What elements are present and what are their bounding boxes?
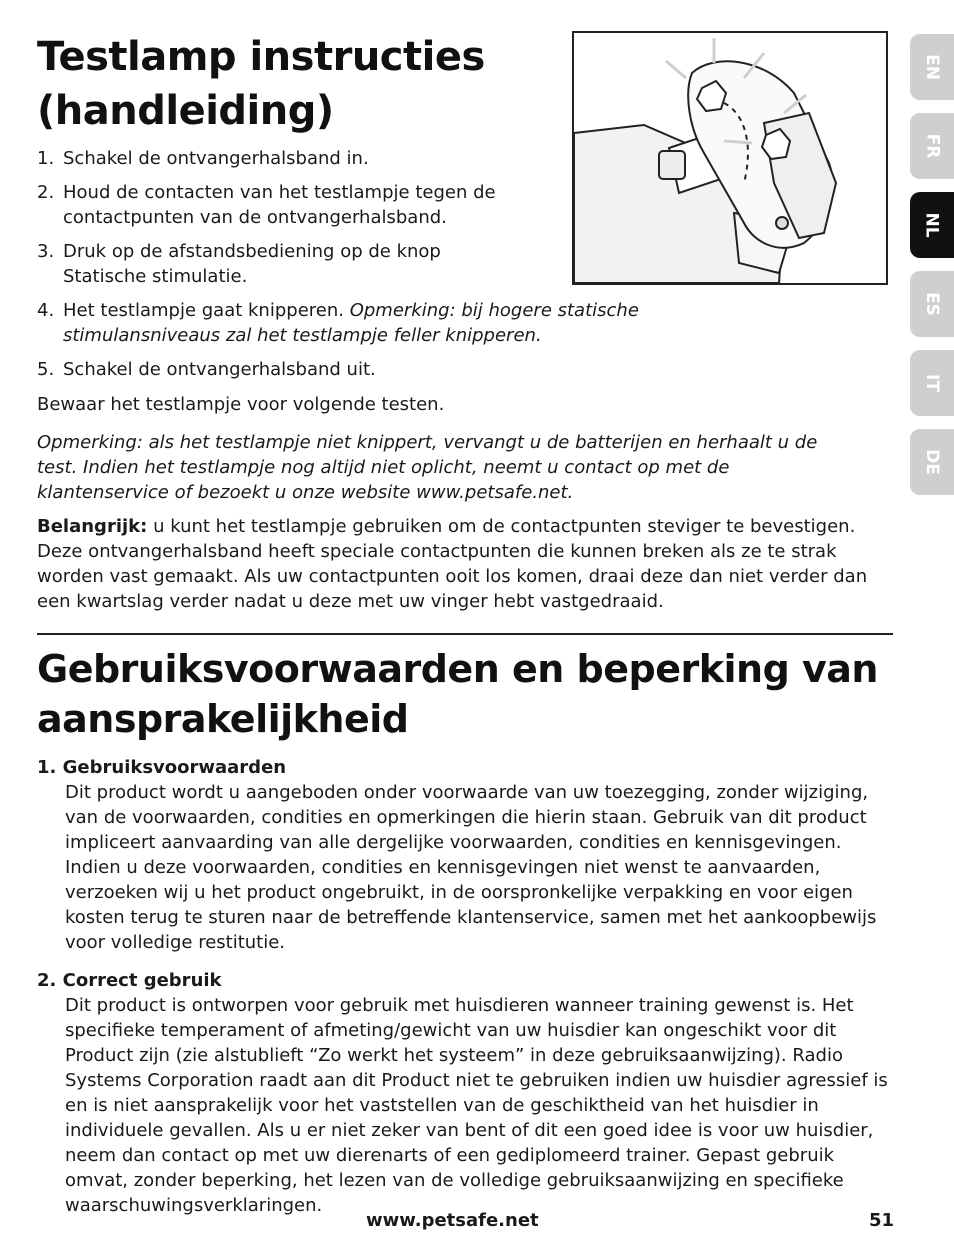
test-lamp-illustration bbox=[572, 31, 888, 285]
tab-en[interactable] bbox=[910, 34, 954, 100]
step-number: 5. bbox=[37, 359, 55, 380]
step-text: Houd de contacten van het testlampje tegen de contactpunten van de ontvangerhalsband. bbox=[63, 182, 496, 228]
step-note: Opmerking: bij hogere statische stimulansniveaus zal het testlampje feller knipperen. bbox=[63, 300, 639, 346]
list-item bbox=[37, 239, 483, 289]
step-text: Schakel de ontvangerhalsband in. bbox=[63, 148, 369, 169]
language-tabs bbox=[910, 34, 954, 508]
important-paragraph bbox=[37, 514, 893, 614]
step-text: Het testlampje gaat knipperen. bbox=[63, 300, 350, 321]
tab-label: NL bbox=[922, 212, 942, 238]
tab-label: ES bbox=[921, 292, 942, 316]
tab-fr[interactable] bbox=[910, 113, 954, 179]
page-number: 51 bbox=[869, 1210, 895, 1231]
section-body: Dit product wordt u aangeboden onder voorwaarde van uw toezegging, zonder wijziging, van de voorwaarden, condities en opmerkingen die hierin staan. Gebruik van dit product impliceert aanvaarding van alle dergelijke voorwaarden, condities en kennisgevingen. Indien u deze voorwaarden, condities en kennisgevingen niet wenst te aanvaarden, verzoeken wij u het product ongebruikt, in de oorspronkelijke verpakking en voor eigen kosten terug te sturen naar de betreffende klantenservice, samen met het aankoopbewijs voor volledige restitutie. bbox=[65, 782, 877, 953]
list-item bbox=[37, 298, 713, 348]
tab-de[interactable] bbox=[910, 429, 954, 495]
section-heading: 2. Correct gebruik bbox=[37, 970, 222, 991]
tab-label: FR bbox=[921, 133, 942, 159]
tab-label: IT bbox=[921, 374, 942, 392]
step-text: Schakel de ontvangerhalsband uit. bbox=[63, 359, 376, 380]
tab-it[interactable] bbox=[910, 350, 954, 416]
step-number: 1. bbox=[37, 148, 55, 169]
keep-lamp-text: Bewaar het testlampje voor volgende testen. bbox=[37, 394, 445, 415]
collar-illustration bbox=[574, 33, 886, 283]
tab-nl[interactable] bbox=[910, 192, 954, 258]
step-number: 4. bbox=[37, 300, 55, 321]
tab-es[interactable] bbox=[910, 271, 954, 337]
step-number: 2. bbox=[37, 182, 55, 203]
note-paragraph: Opmerking: als het testlampje niet knippert, vervangt u de batterijen en herhaalt u de test. Indien het testlampje nog altijd niet oplicht, neemt u contact op met de klantenservice of bezoekt u onze website www.petsafe.net. bbox=[37, 432, 818, 503]
page-title: Testlamp instructies (handleiding) bbox=[37, 34, 485, 134]
important-text: u kunt het testlampje gebruiken om de contactpunten steviger te bevestigen. Deze ontvangerhalsband heeft speciale contactpunten die kunnen breken als ze te strak worden vast gemaakt. Als uw contactpunten ooit los komen, draai deze dan niet verder dan een kwartslag verder nadat u deze met uw vinger hebt vastgedraaid. bbox=[37, 516, 868, 612]
section-title: Gebruiksvoorwaarden en beperking van aansprakelijkheid bbox=[37, 647, 878, 741]
list-item bbox=[37, 357, 697, 382]
section-divider bbox=[37, 633, 893, 635]
step-number: 3. bbox=[37, 241, 55, 262]
list-item bbox=[37, 180, 513, 230]
terms-section bbox=[37, 755, 897, 955]
important-label: Belangrijk: bbox=[37, 516, 148, 537]
section-body: Dit product is ontworpen voor gebruik met huisdieren wanneer training gewenst is. Het specifieke temperament of afmeting/gewicht van uw huisdier kan ongeschikt voor dit Product zijn (zie alstublieft “Zo werkt het systeem” in deze gebruiksaanwijzing). Radio Systems Corporation raadt aan dit Product niet te gebruiken indien uw huisdier agressief is en is niet aansprakelijk voor het vaststellen van de geschiktheid van het huisdier in individuele gevallen. Als u er niet zeker van bent of dit een goed idee is voor uw huisdier, neem dan contact op met uw dierenarts of een gediplomeerd trainer. Gepast gebruik omvat, zonder beperking, het lezen van de volledige gebruiksaanwijzing en specifieke waarschuwingsverklaringen. bbox=[65, 995, 888, 1216]
tab-label: EN bbox=[922, 54, 942, 80]
step-text: Druk op de afstandsbediening op de knop Statische stimulatie. bbox=[63, 241, 441, 287]
section-heading: 1. Gebruiksvoorwaarden bbox=[37, 757, 287, 778]
footer-url[interactable]: www.petsafe.net bbox=[366, 1210, 539, 1231]
correct-use-section bbox=[37, 968, 897, 1218]
tab-label: DE bbox=[921, 449, 942, 475]
